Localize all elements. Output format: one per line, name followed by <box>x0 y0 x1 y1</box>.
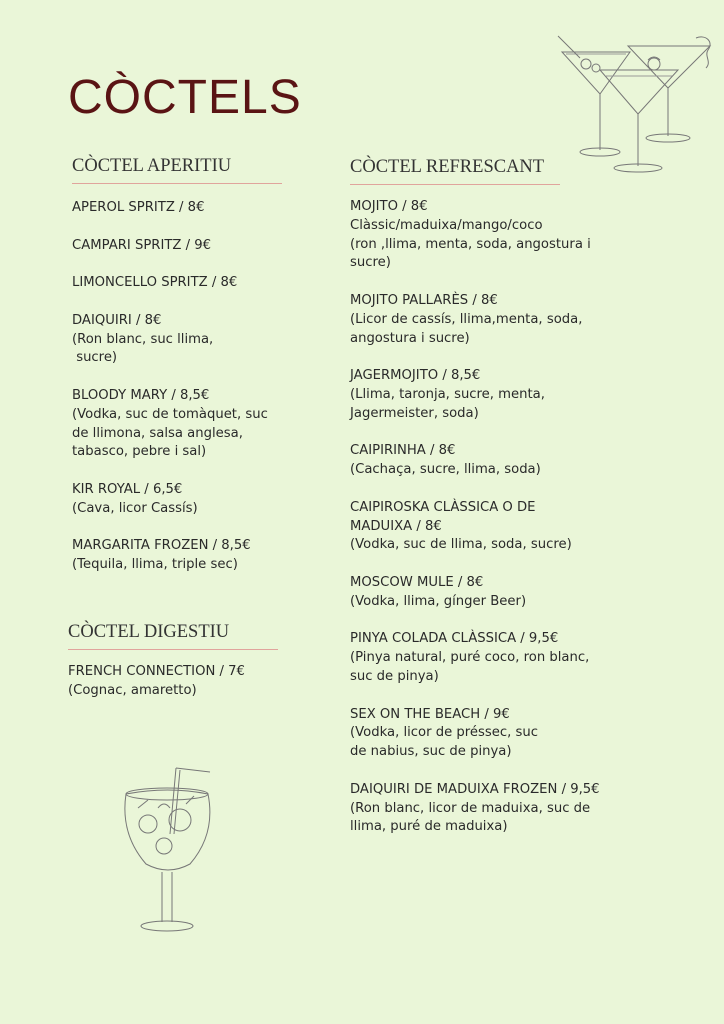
refrescant-list <box>350 198 630 856</box>
menu-item: FRENCH CONNECTION / 7€ (Cognac, amaretto) <box>68 664 245 698</box>
section-heading-refrescant: CÒCTEL REFRESCANT <box>350 157 560 185</box>
gin-tonic-glass-icon <box>118 764 218 942</box>
menu-item: CAIPIROSKA CLÀSSICA O DE MADUIXA / 8€ (Vodka, suc de llima, soda, sucre) <box>350 499 572 553</box>
menu-item: MOJITO / 8€ Clàssic/maduixa/mango/coco (ron ,llima, menta, soda, angostura i sucre) <box>350 199 591 271</box>
menu-item: MARGARITA FROZEN / 8,5€ (Tequila, llima, triple sec) <box>72 538 251 573</box>
menu-item: SEX ON THE BEACH / 9€ (Vodka, licor de préssec, suc de nabius, suc de pinya) <box>350 706 538 760</box>
menu-item: DAIQUIRI DE MADUIXA FROZEN / 9,5€ (Ron blanc, licor de maduixa, suc de llima, puré de maduixa) <box>350 781 600 835</box>
section-heading-aperitiu: CÒCTEL APERITIU <box>72 156 282 184</box>
section-heading-digestiu: CÒCTEL DIGESTIU <box>68 622 278 650</box>
menu-item: MOSCOW MULE / 8€ (Vodka, llima, gínger Beer) <box>350 574 527 609</box>
menu-item: JAGERMOJITO / 8,5€ (Llima, taronja, sucre, menta, Jagermeister, soda) <box>350 368 545 421</box>
menu-item: PINYA COLADA CLÀSSICA / 9,5€ (Pinya natural, puré coco, ron blanc, suc de pinya) <box>350 631 590 684</box>
menu-item: CAMPARI SPRITZ / 9€ <box>72 237 212 253</box>
menu-item: MOJITO PALLARÈS / 8€ (Licor de cassís, llima,menta, soda, angostura i sucre) <box>350 292 583 346</box>
menu-item: KIR ROYAL / 6,5€ (Cava, licor Cassís) <box>72 481 198 516</box>
page-title: CÒCTELS <box>68 71 302 124</box>
menu-item: CAIPIRINHA / 8€ (Cachaça, sucre, llima, soda) <box>350 443 541 478</box>
menu-item: APEROL SPRITZ / 8€ <box>72 200 205 215</box>
menu-item: DAIQUIRI / 8€ (Ron blanc, suc llima, sucre) <box>72 312 214 366</box>
menu-item: BLOODY MARY / 8,5€ (Vodka, suc de tomàquet, suc de llimona, salsa anglesa, tabasco, pebre i sal) <box>72 387 268 460</box>
menu-item: LIMONCELLO SPRITZ / 8€ <box>72 275 238 291</box>
digestiu-list <box>68 663 298 719</box>
aperitiu-list <box>72 199 302 594</box>
cocktail-glasses-icon <box>556 32 718 174</box>
